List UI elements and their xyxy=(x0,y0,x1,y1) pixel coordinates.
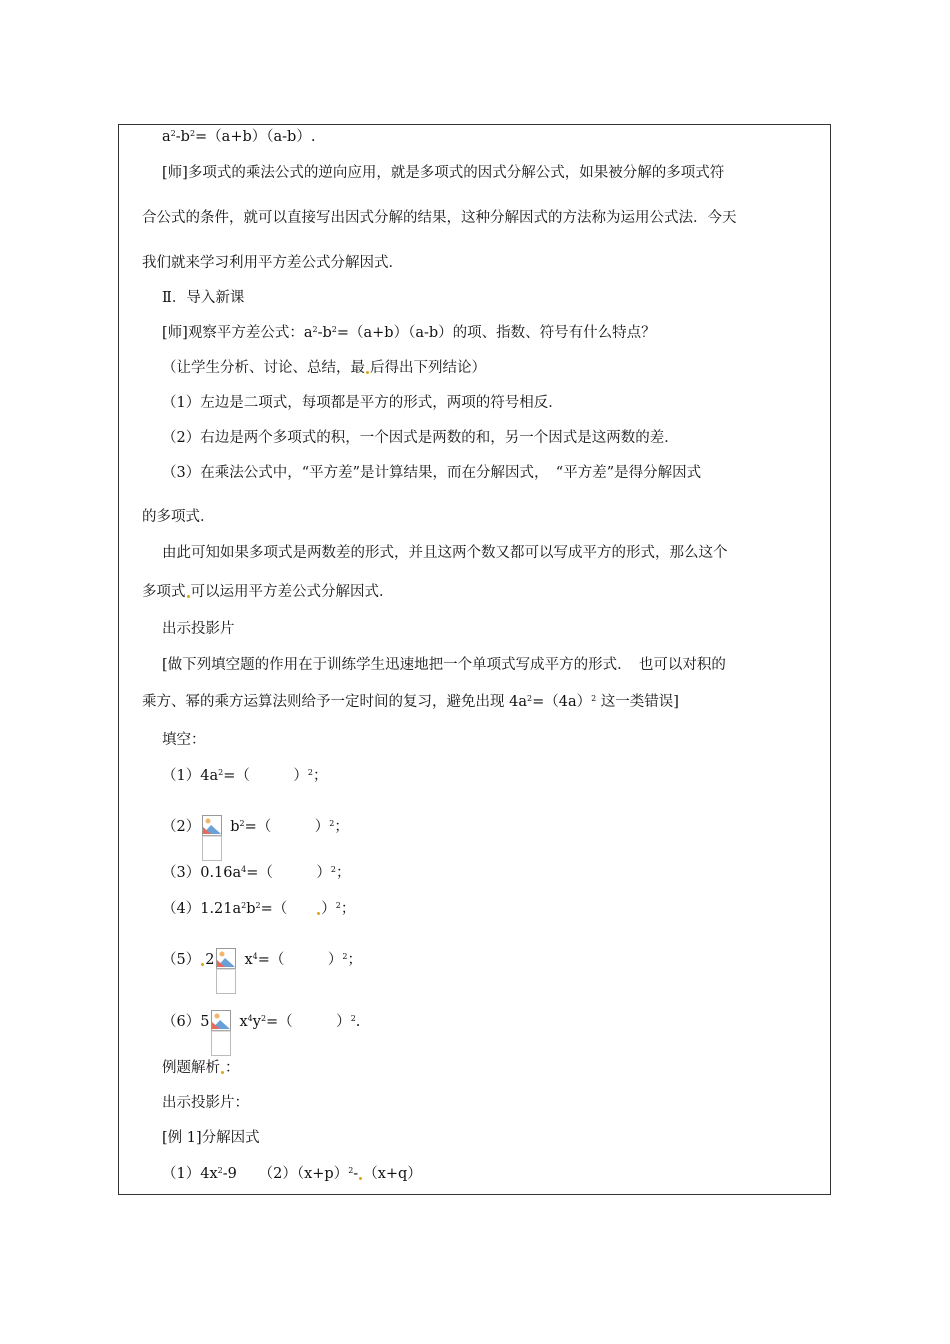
paragraph-line: 我们就来学习利用平方差公式分解因式． xyxy=(142,255,403,271)
mark-dot xyxy=(187,595,190,598)
section-heading: Ⅱ．导入新课 xyxy=(162,290,245,306)
paragraph-line: 合公式的条件，就可以直接写出因式分解的结果，这种分解因式的方法称为运用公式法．今天 xyxy=(142,210,737,226)
paragraph-line: 由此可知如果多项式是两数差的形式，并且这两个数又都可以写成平方的形式，那么这个 xyxy=(162,545,728,561)
example-title: [例 1]分解因式 xyxy=(162,1130,260,1146)
example-items: $(1)4x^2-9$ $(2)(x+p)^2-$ （x+q） xyxy=(162,1166,422,1182)
slide-heading: 出示投影片 xyxy=(162,621,235,637)
fill-item-5: （5） 2 $x^4=$（ ）$^2$； xyxy=(162,948,362,994)
broken-image-icon xyxy=(202,815,228,861)
mark-dot xyxy=(366,371,369,374)
fill-item-3: $(3)0.16a^4=$（ ）$^2$； xyxy=(162,865,351,881)
mark-dot xyxy=(359,1177,362,1180)
paragraph-line: 多项式 可以运用平方差公式分解因式． xyxy=(142,584,394,600)
conclusion-item: （2）右边是两个多项式的积，一个因式是两数的和，另一个因式是这两数的差． xyxy=(162,430,679,446)
mark-dot xyxy=(317,912,320,915)
fill-item-2: （2） $b^2=$（ ）$^2$； xyxy=(162,815,349,861)
paragraph-line: [师]多项式的乘法公式的逆向应用，就是多项式的因式分解公式，如果被分解的多项式符 xyxy=(162,165,725,181)
formula-line: $a^2-b^2=(a+b)(a-b)$. xyxy=(162,129,316,145)
broken-image-icon xyxy=(211,1010,237,1056)
fill-item-6: （6）5 $x^4y^2=$（ ）$^2$. xyxy=(162,1010,360,1056)
mark-dot xyxy=(221,1071,224,1074)
paragraph-line: 乘方、幂的乘方运算法则给予一定时间的复习，避免出现 $4a^2=(4a)^2$ 这一类错误] xyxy=(142,694,679,710)
paragraph-line: （让学生分析、讨论、总结，最 后得出下列结论） xyxy=(162,360,486,376)
fill-item-1: $(1)4a^2=$（ ）$^2$； xyxy=(162,768,328,784)
paragraph-line: [做下列填空题的作用在于训练学生迅速地把一个单项式写成平方的形式． 也可以对积的 xyxy=(162,657,726,673)
example-heading: 例题解析 ： xyxy=(162,1060,240,1076)
paragraph-line: 的多项式． xyxy=(142,509,215,525)
conclusion-item: （3）在乘法公式中，“平方差”是计算结果，而在分解因式， “平方差”是得分解因式 xyxy=(162,465,702,481)
fill-heading: 填空： xyxy=(162,732,206,748)
mark-dot xyxy=(201,963,204,966)
broken-image-icon xyxy=(216,948,242,994)
conclusion-item: （1）左边是二项式，每项都是平方的形式，两项的符号相反． xyxy=(162,395,563,411)
paragraph-line: [师]观察平方差公式：$a^2-b^2=(a+b)(a-b)$的项、指数、符号有什么特点？ xyxy=(162,325,656,341)
slide-heading: 出示投影片： xyxy=(162,1095,249,1111)
fill-item-4: $(4)1.21a^2b^2=$（ ）$^2$； xyxy=(162,901,356,917)
